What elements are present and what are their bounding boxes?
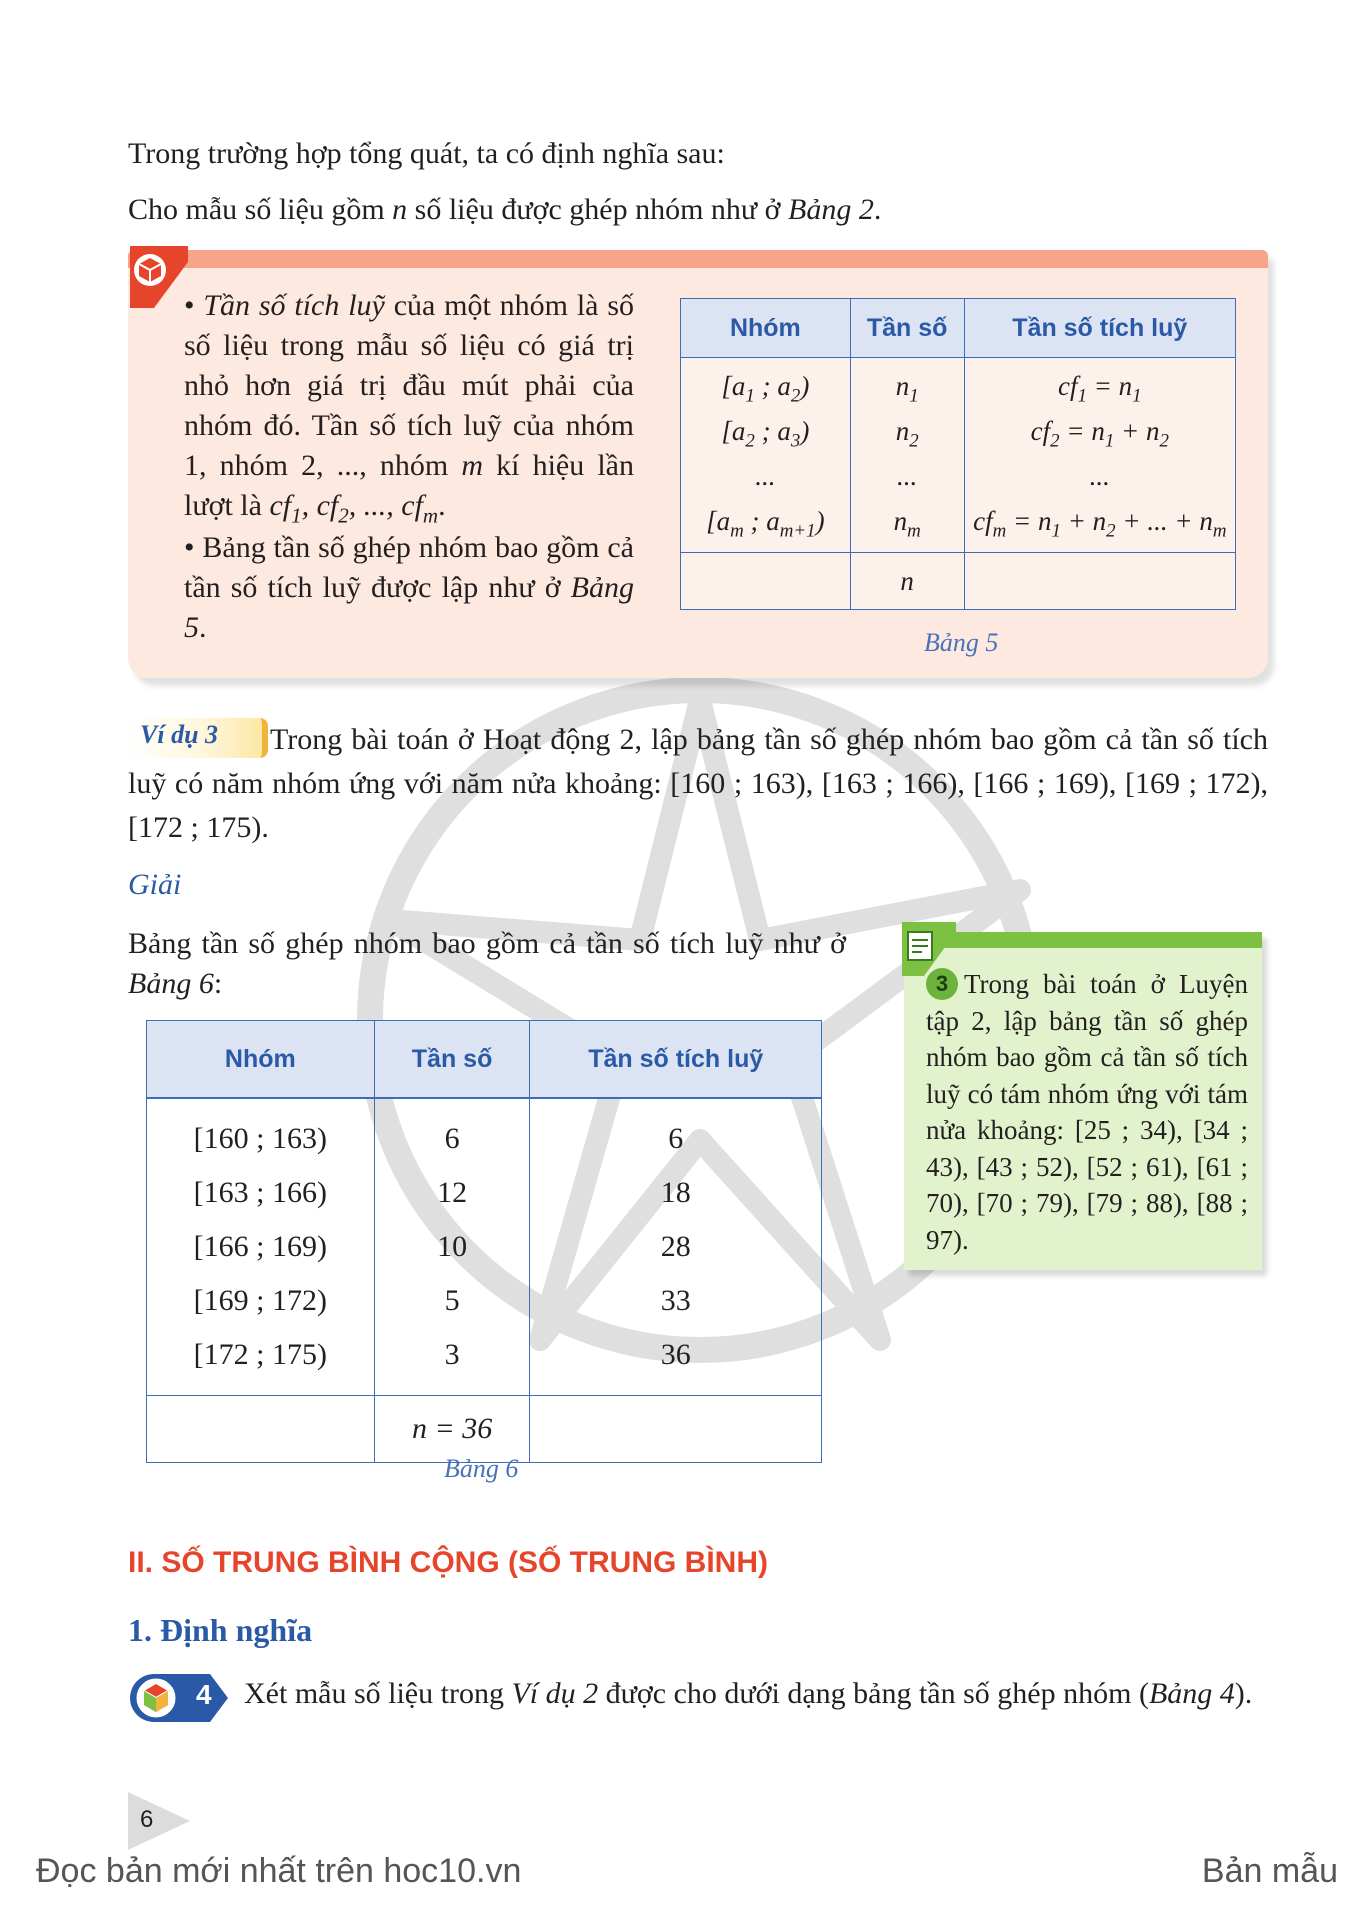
ref-vi-du-2: Ví dụ 2 bbox=[511, 1677, 599, 1710]
solution-text bbox=[128, 924, 846, 1004]
example-text: Trong bài toán ở Hoạt động 2, lập bảng tần số ghép nhóm bao gồm cả tần số tích luỹ có năm nhóm ứng với năm nửa khoảng: [160 ; 163), [163 ; 166), [166 ; 169), [169 ; 172), [172 ; 175). bbox=[128, 723, 1268, 844]
table6-cell-cumulative: 33 bbox=[530, 1274, 822, 1328]
table6-cell-group: [172 ; 175) bbox=[147, 1328, 375, 1396]
table5-group-cells: [$a_1$ ; $a_2$) [$a_2$ ; $a_3$) ... [$a_m$ ; $a_{m+1}$) bbox=[681, 358, 851, 553]
section-subtitle: 1. Định nghĩa bbox=[128, 1612, 313, 1648]
table5-total-empty-2 bbox=[964, 553, 1235, 610]
table6-header-frequency: Tần số bbox=[374, 1021, 530, 1099]
intro-line-1 bbox=[128, 132, 725, 176]
activity-number: 4 bbox=[196, 1679, 212, 1710]
bullet1-text-a: của một nhóm là số số liệu trong mẫu số liệu có giá trị nhỏ hơn giá trị đầu mút phải của nhóm đó. Tần số tích luỹ của nhóm 1, nhóm 2, ..., nhóm bbox=[184, 289, 634, 482]
table6-cell-frequency: 6 bbox=[374, 1098, 530, 1166]
term-cumulative-frequency: Tần số tích luỹ bbox=[203, 289, 385, 322]
definition-box bbox=[128, 250, 1268, 678]
activity-text-b: được cho dưới dạng bảng tần số ghép nhóm ( bbox=[598, 1677, 1149, 1710]
definition-bullet-1: • Tần số tích luỹ của một nhóm là số số liệu trong mẫu số liệu có giá trị nhỏ hơn giá trị đầu mút phải của nhóm đó. Tần số tích luỹ của nhóm 1, nhóm 2, ..., nhóm m kí hiệu lần lượt là $cf_1$, $cf_2$, ..., $cf_m$. bbox=[184, 289, 635, 528]
ref-bang4: Bảng 4 bbox=[1148, 1677, 1235, 1710]
page-number: 6 bbox=[140, 1806, 154, 1833]
bullet1-text-b: kí hiệu lần lượt là bbox=[184, 449, 635, 522]
intro-text-2b: số liệu được ghép nhóm như ở bbox=[407, 193, 789, 226]
activity-text bbox=[128, 1672, 1268, 1716]
activity-text-end: ). bbox=[1234, 1677, 1253, 1710]
bullet2-end: . bbox=[199, 611, 207, 644]
footer-source-link[interactable]: Đọc bản mới nhất trên hoc10.vn bbox=[36, 1852, 522, 1890]
table6-cell-frequency: 5 bbox=[374, 1274, 530, 1328]
table6-cell-group: [166 ; 169) bbox=[147, 1220, 375, 1274]
table-row bbox=[147, 1274, 822, 1328]
activity-text-a: Xét mẫu số liệu trong bbox=[244, 1677, 512, 1710]
definition-text bbox=[184, 286, 634, 648]
table6-cell-group: [169 ; 172) bbox=[147, 1274, 375, 1328]
caption-bang-5: Bảng 5 bbox=[924, 628, 999, 657]
table-bang-5 bbox=[680, 298, 1236, 610]
table5-total-row bbox=[681, 553, 1236, 610]
table6-cell-frequency: 10 bbox=[374, 1220, 530, 1274]
table6-cell-cumulative: 6 bbox=[530, 1098, 822, 1166]
table5-header-group: Nhóm bbox=[681, 299, 851, 358]
practice-box bbox=[904, 932, 1262, 1270]
table5-ellipsis-cumulative: ... bbox=[1089, 461, 1110, 491]
section-title: II. SỐ TRUNG BÌNH CỘNG (SỐ TRUNG BÌNH) bbox=[128, 1546, 768, 1579]
table5-header-frequency: Tần số bbox=[850, 299, 964, 358]
definition-bullet-2: • Bảng tần số ghép nhóm bao gồm cả tần số tích luỹ được lập như ở Bảng 5. bbox=[184, 531, 634, 644]
table6-cell-cumulative: 36 bbox=[530, 1328, 822, 1396]
table5-header-cumulative: Tần số tích luỹ bbox=[964, 299, 1235, 358]
intro-ref-bang2: Bảng 2 bbox=[788, 193, 874, 226]
practice-text bbox=[926, 966, 1248, 1258]
definition-band bbox=[128, 250, 1268, 268]
table6-cell-group: [163 ; 166) bbox=[147, 1166, 375, 1220]
table5-total-n: n bbox=[850, 553, 964, 610]
ref-bang6: Bảng 6 bbox=[128, 967, 214, 1000]
table-bang-6 bbox=[146, 1020, 822, 1463]
table-row bbox=[147, 1166, 822, 1220]
table-row bbox=[147, 1220, 822, 1274]
table6-header-group: Nhóm bbox=[147, 1021, 375, 1099]
table5-frequency-cells: $n_1$ $n_2$ ... $n_m$ bbox=[850, 358, 964, 553]
table5-header-row bbox=[681, 299, 1236, 358]
table6-total-empty-1 bbox=[147, 1396, 375, 1463]
table5-ellipsis-frequency: ... bbox=[897, 461, 918, 491]
caption-bang-6: Bảng 6 bbox=[444, 1454, 519, 1483]
ref-bang5: Bảng 5 bbox=[184, 571, 634, 644]
intro-text-2end: . bbox=[873, 193, 882, 226]
cf-symbols: $cf_1$, $cf_2$, ..., $cf_m$ bbox=[269, 489, 439, 528]
table6-cell-cumulative: 28 bbox=[530, 1220, 822, 1274]
table6-header-cumulative: Tần số tích luỹ bbox=[530, 1021, 822, 1099]
table6-cell-group: [160 ; 163) bbox=[147, 1098, 375, 1166]
table5-ellipsis-group: ... bbox=[755, 461, 776, 491]
var-m: m bbox=[461, 449, 483, 482]
page-number-arrow bbox=[128, 1792, 190, 1850]
intro-var-n: n bbox=[392, 193, 408, 226]
table6-total-row bbox=[147, 1396, 822, 1463]
example-badge-label: Ví dụ 3 bbox=[140, 720, 219, 749]
table6-cell-frequency: 12 bbox=[374, 1166, 530, 1220]
table5-body bbox=[681, 358, 1236, 553]
intro-text-1: Trong trường hợp tổng quát, ta có định nghĩa sau: bbox=[128, 137, 725, 170]
table5-cumulative-cells: $cf_1 = n_1$ $cf_2 = n_1 + n_2$ ... $cf_m = n_1 + n_2$ + ... + $n_m$ bbox=[964, 358, 1235, 553]
table5-total-empty-1 bbox=[681, 553, 851, 610]
solution-text-a: Bảng tần số ghép nhóm bao gồm cả tần số tích luỹ như ở bbox=[128, 927, 846, 960]
footer-sample-label: Bản mẫu bbox=[1201, 1852, 1338, 1890]
intro-text-2a: Cho mẫu số liệu gồm bbox=[128, 193, 393, 226]
bullet2-text: Bảng tần số ghép nhóm bao gồm cả tần số tích luỹ được lập như ở bbox=[184, 531, 634, 604]
practice-number: 3 bbox=[926, 968, 958, 1000]
intro-line-2 bbox=[128, 188, 881, 232]
table-row bbox=[147, 1328, 822, 1396]
table6-total-empty-2 bbox=[530, 1396, 822, 1463]
solution-text-end: : bbox=[213, 967, 223, 1000]
practice-content: Trong bài toán ở Luyện tập 2, lập bảng tần số ghép nhóm bao gồm cả tần số tích luỹ có tám nhóm ứng với tám nửa khoảng: [25 ; 34), [34 ; 43), [43 ; 52), [52 ; 61), [61 ; 70), [70 ; 79), [79 ; 88), [88 ; 97). bbox=[926, 969, 1248, 1255]
table6-cell-cumulative: 18 bbox=[530, 1166, 822, 1220]
table6-cell-frequency: 3 bbox=[374, 1328, 530, 1396]
table6-header-row bbox=[147, 1021, 822, 1099]
table6-total-n: n = 36 bbox=[374, 1396, 530, 1463]
solution-label: Giải bbox=[128, 868, 182, 901]
table-row bbox=[147, 1098, 822, 1166]
